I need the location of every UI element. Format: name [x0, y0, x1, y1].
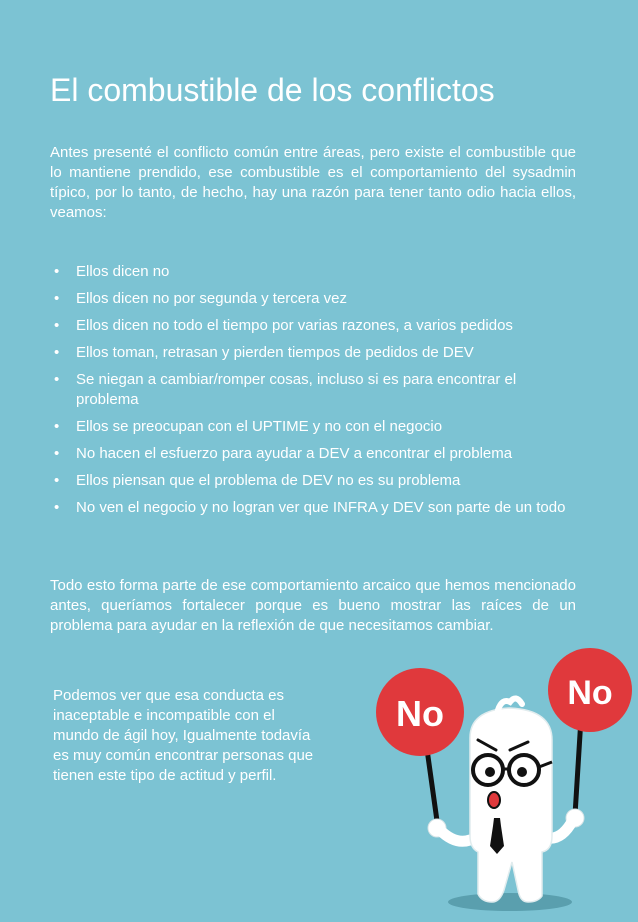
- list-item-text: No hacen el esfuerzo para ayudar a DEV a encontrar el problema: [76, 445, 513, 462]
- list-item-text: Ellos toman, retrasan y pierden tiempos de pedidos de DEV: [76, 344, 474, 361]
- list-item: [50, 471, 576, 491]
- list-item: [50, 498, 576, 518]
- list-item: [50, 444, 576, 464]
- intro-paragraph: Antes presenté el conflicto común entre áreas, pero existe el combustible que lo mantiene prendido, ese combustible es el comportamiento del sysadmin típico, por lo tanto, de hecho, hay una razón para tener tanto odio hacia ellos, veamos:: [50, 144, 576, 221]
- mouth: [488, 792, 500, 808]
- bullet-dot: •: [54, 317, 60, 334]
- left-arm: [440, 830, 470, 841]
- bullet-dot: •: [54, 445, 60, 462]
- bullet-dot: •: [54, 263, 60, 280]
- character-body: [470, 708, 552, 902]
- closing-paragraph: Todo esto forma parte de ese comportamiento arcaico que hemos mencionado antes, queríamos fortalecer porque es bueno mostrar las raíces de un problema para ayudar en la reflexión de que necesitamos cambiar.: [50, 577, 576, 634]
- page-title: El combustible de los conflictos: [50, 72, 495, 108]
- bullet-dot: •: [54, 344, 60, 361]
- list-item-text: Se niegan a cambiar/romper cosas, incluso si es para encontrar el problema: [76, 371, 517, 408]
- bullet-dot: •: [54, 290, 60, 307]
- left-pupil: [485, 767, 495, 777]
- no-sign-character-illustration: [370, 640, 638, 922]
- character-shadow: [448, 893, 572, 911]
- right-pupil: [517, 767, 527, 777]
- left-no-sign-text: No: [396, 693, 444, 734]
- list-item-text: Ellos dicen no todo el tiempo por varias razones, a varios pedidos: [76, 317, 513, 334]
- list-item: [50, 370, 576, 410]
- list-item-text: No ven el negocio y no logran ver que INFRA y DEV son parte de un todo: [76, 499, 566, 516]
- bullet-dot: •: [54, 371, 60, 388]
- list-item-text: Ellos dicen no: [76, 263, 170, 280]
- list-item-text: Ellos piensan que el problema de DEV no es su problema: [76, 472, 461, 489]
- side-note: Podemos ver que esa conducta es inaceptable e incompatible con el mundo de ágil hoy, Igualmente todavía es muy común encontrar personas que tienen este tipo de actitud y perfil.: [53, 687, 314, 784]
- bullet-dot: •: [54, 499, 60, 516]
- list-item: [50, 417, 576, 437]
- bullet-list: [50, 262, 576, 525]
- bullet-dot: •: [54, 472, 60, 489]
- list-item-text: Ellos se preocupan con el UPTIME y no con el negocio: [76, 418, 443, 435]
- list-item: [50, 289, 576, 309]
- bullet-dot: •: [54, 418, 60, 435]
- right-no-sign-text: No: [567, 674, 613, 712]
- list-item: [50, 343, 576, 363]
- list-item: [50, 316, 576, 336]
- list-item: [50, 262, 576, 282]
- list-item-text: Ellos dicen no por segunda y tercera vez: [76, 290, 347, 307]
